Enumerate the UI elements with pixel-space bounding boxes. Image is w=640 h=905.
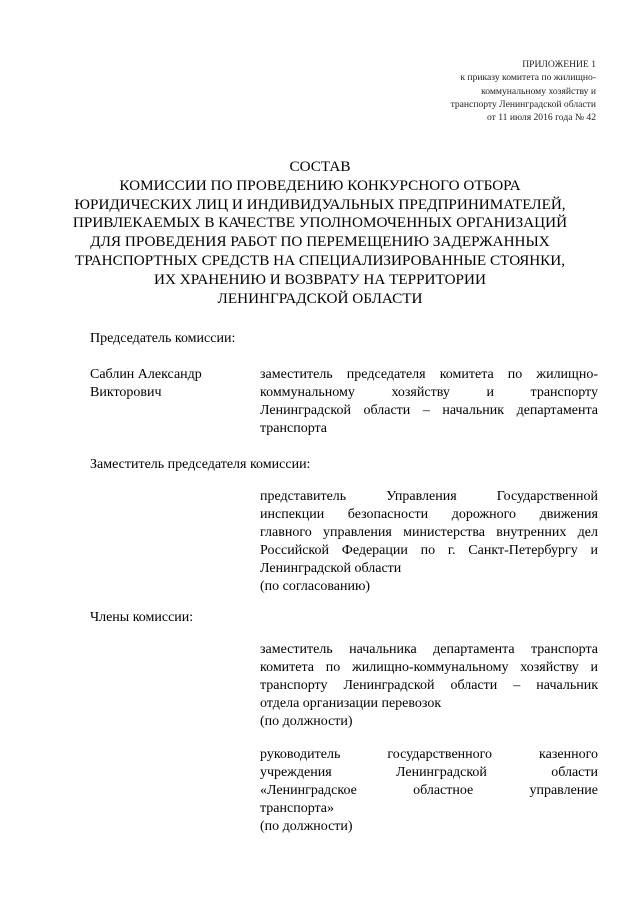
title-line: СОСТАВ xyxy=(289,158,351,175)
document-title xyxy=(40,158,600,308)
member-1-line: транспорту Ленинградской области – начальник xyxy=(260,678,598,693)
appendix-line: ПРИЛОЖЕНИЕ 1 xyxy=(522,59,596,70)
chairman-name xyxy=(90,366,202,402)
member-2-position xyxy=(260,746,598,836)
member-1-position xyxy=(260,641,598,731)
appendix-line: к приказу комитета по жилищно- xyxy=(460,72,596,84)
member-2-line: «Ленинградское областное управление xyxy=(260,783,598,798)
title-line: ЮРИДИЧЕСКИХ ЛИЦ И ИНДИВИДУАЛЬНЫХ ПРЕДПРИНИМАТЕЛЕЙ, xyxy=(74,195,566,213)
title-line: ТРАНСПОРТНЫХ СРЕДСТВ НА СПЕЦИАЛИЗИРОВАННЫЕ СТОЯНКИ, xyxy=(74,251,566,269)
title-line: КОМИССИИ ПО ПРОВЕДЕНИЮ КОНКУРСНОГО ОТБОРА xyxy=(119,176,521,194)
member-2-line: учреждения Ленинградской области xyxy=(260,765,598,780)
member-1-line: комитета по жилищно-коммунальному хозяйству и xyxy=(260,660,598,675)
title-line: ЛЕНИНГРАДСКОЙ ОБЛАСТИ xyxy=(217,289,423,307)
chairman-name-line: Саблин Александр xyxy=(90,367,202,382)
appendix-line: от 11 июля 2016 года № 42 xyxy=(486,112,596,124)
chairman-position-line: заместитель председателя комитета по жилищно- xyxy=(260,367,598,382)
member-1-line: заместитель начальника департамента транспорта xyxy=(260,642,598,657)
member-2-line: (по должности) xyxy=(260,819,353,834)
deputy-position-line: Российской Федерации по г. Санкт-Петербургу и xyxy=(260,543,598,558)
chairman-name-line: Викторович xyxy=(90,385,162,400)
title-line: ИХ ХРАНЕНИЮ И ВОЗВРАТУ НА ТЕРРИТОРИИ xyxy=(154,270,486,288)
deputy-position-line: (по согласованию) xyxy=(260,579,371,594)
title-line: ДЛЯ ПРОВЕДЕНИЯ РАБОТ ПО ПЕРЕМЕЩЕНИЮ ЗАДЕРЖАННЫХ xyxy=(90,233,550,251)
appendix-line: транспорту Ленинградской области xyxy=(450,98,596,110)
deputy-position-line: Ленинградской области xyxy=(260,561,402,576)
chairman-heading: Председатель комиссии: xyxy=(90,331,236,346)
deputy-position-line: главного управления министерства внутренних дел xyxy=(260,525,598,540)
chairman-position-line: Ленинградской области – начальник департамента xyxy=(260,403,598,418)
chairman-position xyxy=(260,366,598,438)
appendix-line: коммунальному хозяйству и xyxy=(481,85,596,97)
chairman-position-line: транспорта xyxy=(260,421,328,436)
deputy-position xyxy=(260,488,598,596)
member-1-line: (по должности) xyxy=(260,714,353,729)
title-line: ПРИВЛЕКАЕМЫХ В КАЧЕСТВЕ УПОЛНОМОЧЕННЫХ ОРГАНИЗАЦИЙ xyxy=(72,214,568,232)
appendix-note xyxy=(376,58,596,124)
chairman-position-line: коммунальному хозяйству и транспорту xyxy=(260,385,598,400)
member-1-line: отдела организации перевозок xyxy=(260,696,442,711)
members-heading: Члены комиссии: xyxy=(90,610,194,625)
deputy-position-line: представитель Управления Государственной xyxy=(260,489,598,504)
deputy-heading: Заместитель председателя комиссии: xyxy=(90,457,311,472)
member-2-line: руководитель государственного казенного xyxy=(260,747,598,762)
deputy-position-line: инспекции безопасности дорожного движения xyxy=(260,507,598,522)
member-2-line: транспорта» xyxy=(260,801,335,816)
